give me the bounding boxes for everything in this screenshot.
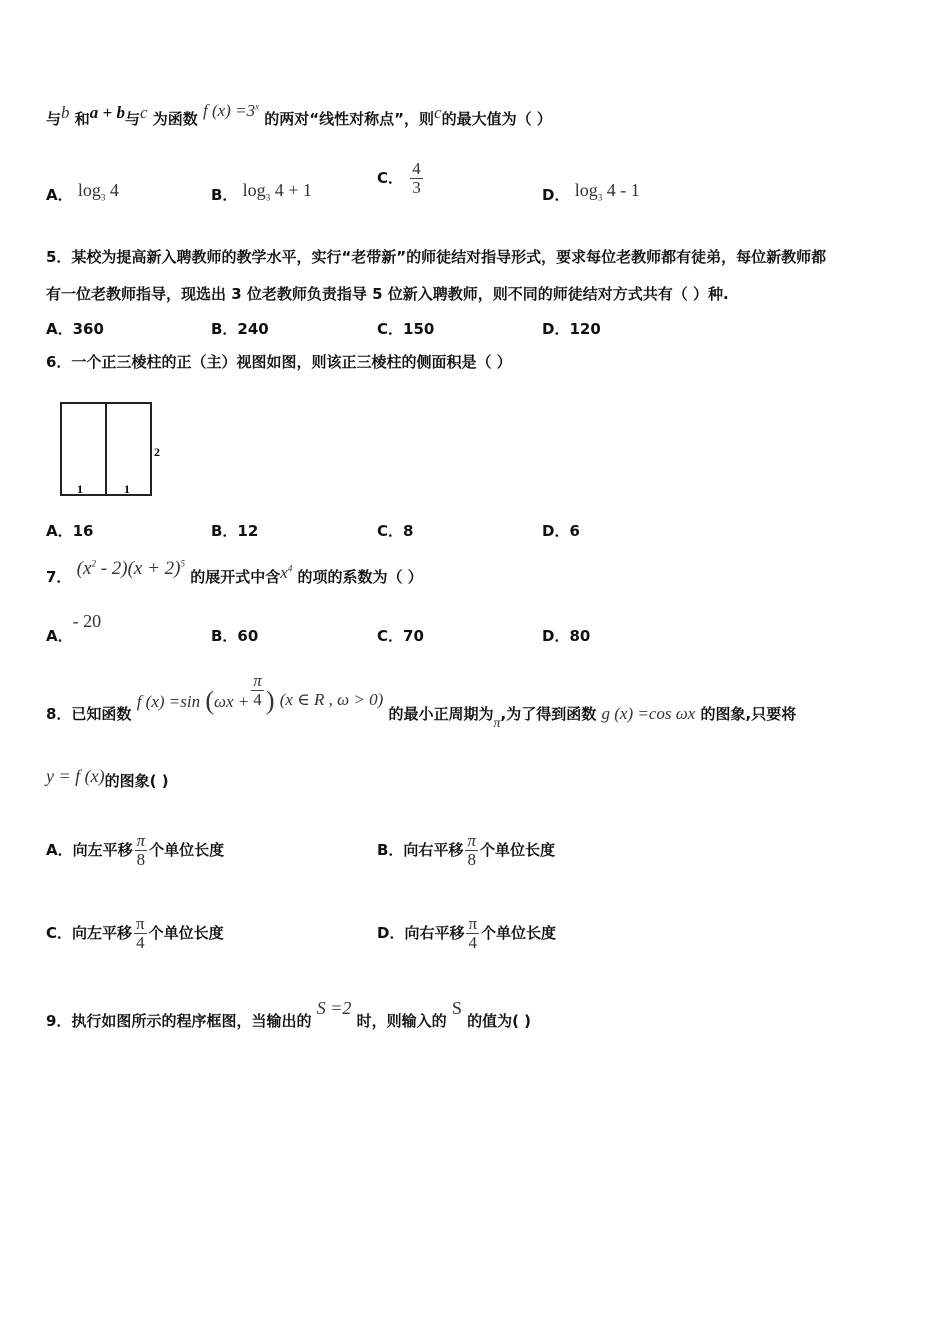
q6-option-a[interactable]: A．16 xyxy=(46,522,94,540)
var-b: b xyxy=(61,103,70,122)
q5-stem-line2: 有一位老教师指导，现选出 3 位老教师负责指导 5 位新入聘教师，则不同的师徒结对方式共有（ ）种. xyxy=(46,285,729,303)
label-left-width: 1 xyxy=(77,482,83,496)
q7-expression: $(x^2 - 2)(x + 2)^5$ xyxy=(76,558,186,579)
q5-option-c[interactable]: C．150 xyxy=(377,320,435,338)
q5-option-b[interactable]: B．240 xyxy=(211,320,269,338)
q5-stem-line1: 5．某校为提高新入聘教师的教学水平，实行“老带新”的师徒结对指导形式，要求每位老教师都有徒弟，每位新教师都 xyxy=(46,248,827,266)
q4-option-d[interactable]: D． $\log_3 4 - 1$ xyxy=(542,180,640,204)
q8-option-c[interactable]: C．向左平移 $\frac{\pi}{4}$ 个单位长度 xyxy=(46,914,224,952)
expr-a-plus-b: a + b xyxy=(89,103,125,122)
q9-stem: 9．执行如图所示的程序框图，当输出的 S =2 时，则输入的 S 的值为( ) xyxy=(46,998,532,1030)
q4-stem: 与b 和a + b与c 为函数 f $(x) =3^x$ 的两对“线性对称点”，则c的最大值为（ ） xyxy=(46,101,552,128)
label-height: 2 xyxy=(154,445,160,459)
q7-option-c[interactable]: C．70 xyxy=(377,627,424,645)
func-fx: f $(x) =3^x$ xyxy=(203,101,260,120)
var-c2: c xyxy=(434,103,442,122)
q5-option-d[interactable]: D．120 xyxy=(542,320,601,338)
q6-option-c[interactable]: C．8 xyxy=(377,522,414,540)
q6-option-d[interactable]: D．6 xyxy=(542,522,580,540)
q5-option-a[interactable]: A．360 xyxy=(46,320,104,338)
q7-option-d[interactable]: D．80 xyxy=(542,627,591,645)
q4-option-c[interactable]: C． $\frac{4}{3}$ xyxy=(377,159,421,197)
q4-option-b[interactable]: B． $\log_3 4 + 1$ xyxy=(211,180,312,204)
q8-option-d[interactable]: D．向右平移 $\frac{\pi}{4}$ 个单位长度 xyxy=(377,914,557,952)
q8-stem: 8．已知函数 f (x) =sin (ωx + $\frac{\pi}{4}$ ) (x ∈ R , ω > 0) 的最小正周期为π,为了得到函数 g (x) =cos ωx 的图象,只要将 xyxy=(46,671,797,731)
q6-option-b[interactable]: B．12 xyxy=(211,522,259,540)
q7-option-b[interactable]: B．60 xyxy=(211,627,259,645)
q6-stem: 6．一个正三棱柱的正（主）视图如图，则该正三棱柱的侧面积是（ ） xyxy=(46,353,512,371)
q7-option-a[interactable]: A．- 20 xyxy=(46,611,102,645)
var-c: c xyxy=(139,103,148,122)
label-right-width: 1 xyxy=(124,482,130,496)
q8-option-b[interactable]: B．向右平移 $\frac{\pi}{8}$ 个单位长度 xyxy=(377,831,555,869)
q7-stem: 7． $(x^2 - 2)(x + 2)^5$ 的展开式中含$x^4$ 的项的系数为（ ） xyxy=(46,558,423,586)
q8-stem-line2: y = f (x)的图象( ) xyxy=(46,766,169,790)
q8-option-a[interactable]: A．向左平移 $\frac{\pi}{8}$ 个单位长度 xyxy=(46,831,225,869)
q4-option-a[interactable]: A． $\log_3 4$ xyxy=(46,180,119,204)
prism-front-view-figure xyxy=(44,396,174,502)
